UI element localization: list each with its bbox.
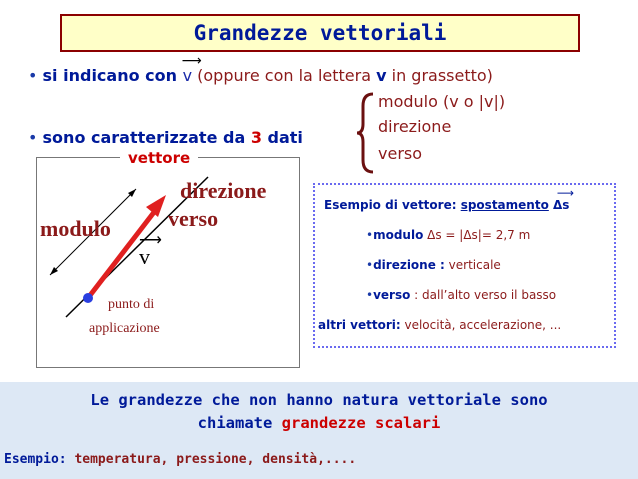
arrow-over-icon: ⟶	[139, 232, 162, 249]
vector-arrowhead-icon	[146, 195, 166, 217]
bottom-line-2: chiamate grandezze scalari	[197, 414, 441, 432]
bullet-1-rest-b: in grassetto)	[386, 66, 493, 85]
data-list-item-modulo: modulo (v o |v|)	[378, 92, 506, 111]
example-item-verso: •verso : dall’alto verso il basso	[366, 288, 557, 302]
bullet-dot: •	[28, 66, 38, 85]
bullet-2-number: 3	[250, 128, 262, 147]
label-point-2: applicazione	[89, 321, 160, 336]
curly-brace-icon	[355, 92, 377, 174]
bullet-2-part-b: dati	[261, 128, 303, 147]
example-others: altri vettori: velocità, accelerazione, ...	[318, 318, 562, 332]
bottom-example: Esempio: temperatura, pressione, densità,....	[4, 452, 357, 467]
title-box	[60, 14, 580, 52]
label-point-1: punto di	[108, 297, 155, 312]
arrow-over-icon: ⟶	[556, 186, 575, 200]
vector-v-symbol: ⟶ v	[181, 53, 202, 85]
bullet-1-bold-v: v	[376, 66, 387, 85]
bullet-2-part-a: sono caratterizzate da	[42, 128, 251, 147]
page-title: Grandezze vettoriali	[193, 21, 447, 45]
bottom-line-1: Le grandezze che non hanno natura vettoriale sono	[90, 391, 548, 409]
data-list-item-direzione: direzione	[378, 117, 452, 136]
bullet-1	[28, 53, 493, 85]
bullet-2	[28, 128, 303, 147]
label-vector-v: ⟶ v	[139, 232, 162, 269]
data-list-item-verso: verso	[378, 144, 423, 163]
arrow-over-icon: ⟶	[181, 53, 202, 69]
example-item-direzione: •direzione : verticale	[366, 258, 501, 272]
bullet-dot: •	[28, 128, 38, 147]
bullet-1-prefix: si indicano con	[42, 66, 183, 85]
label-verso: verso	[168, 206, 219, 231]
vector-diagram-title: vettore	[120, 149, 198, 167]
bullet-1-rest-a: (oppure con la lettera	[192, 66, 377, 85]
example-heading: Esempio di vettore: spostamento ⟶ Δs	[324, 186, 575, 212]
label-modulo: modulo	[40, 216, 111, 241]
example-item-modulo: •modulo Δs = |Δs|= 2,7 m	[366, 228, 531, 242]
application-point	[83, 293, 93, 303]
label-direzione: direzione	[180, 178, 267, 203]
